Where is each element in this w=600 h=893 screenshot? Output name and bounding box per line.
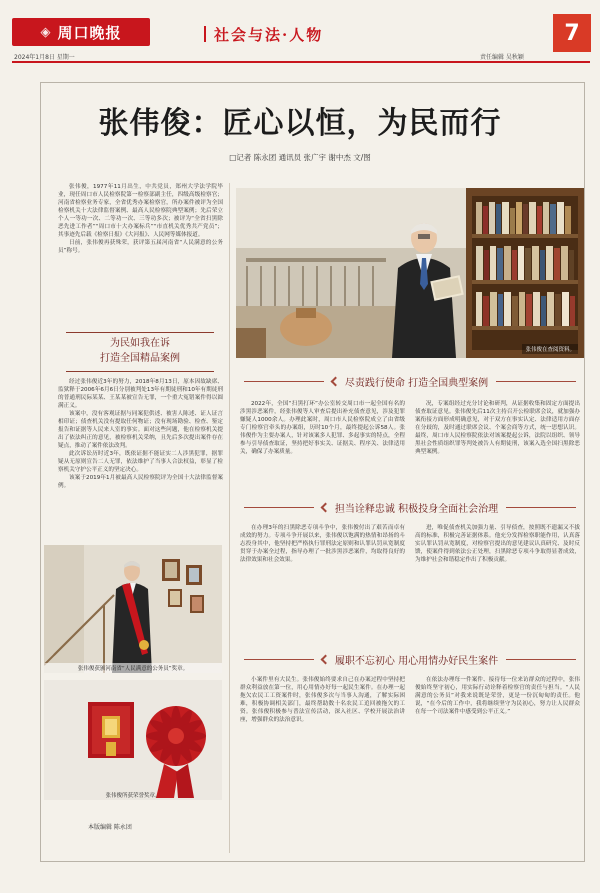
- left-subhead-line-2: 打造全国精品案例: [100, 353, 180, 364]
- medal-photo: [44, 680, 222, 800]
- section-2-col-2: 进，唯促侦查机关加强力量、引导侦查，按照既不遗漏又不拔高的标准，积极完善证据体系。他充分发挥检察职能作用，认真落实认罪认罚从宽制度，对检察官提出的意见建议认真研究、及时反馈，使案件得到依法公正处理，扫黑除恶专项斗争取得显著成效，为维护社会和谐稳定作出了积极贡献。: [415, 525, 580, 563]
- left-paragraph: 该案于2019年1月被最高人民检察院评为全国十大法律监督案例。: [58, 475, 223, 489]
- left-paragraph: 此次诉讼历时近3年，既依证据不能证实二人涉黑犯罪，据罪疑从无原则宣告二人无罪，依法维护了当事人合法权益，彰显了检察机关守护公平正义的坚定决心。: [58, 451, 223, 473]
- section-1-body: [240, 400, 580, 456]
- masthead: [0, 0, 600, 62]
- section-marker-icon: [330, 376, 340, 386]
- newspaper-logo: [12, 18, 150, 46]
- library-photo-caption: 张伟俊在查阅资料。: [522, 344, 578, 354]
- section-heading-1-text: 尽责践行使命 打造全国典型案例: [344, 377, 489, 389]
- library-illustration: [236, 188, 584, 358]
- section-3-col-1: 小案件里有大民生。张伟俊始终要求自己在办案过程中坚持把群众利益放在第一位，用心用情办好每一起民生案件。在办理一起拖欠农民工工资案件时，张伟俊多次与当事人沟通，了解实际困难，积极协调相关部门，最终帮助数十名农民工追回被拖欠的工资。张伟俊积极参与普法宣传活动，深入社区、学校开展法治讲座，增强群众的法治意识。: [240, 677, 405, 723]
- section-heading-3-text: 履职不忘初心 用心用情办好民生案件: [334, 655, 499, 667]
- section-marker-icon: [320, 502, 330, 512]
- page-number-badge: 7: [553, 14, 591, 52]
- logo-text: 周口晚报: [57, 23, 122, 42]
- section-3-body: [240, 676, 580, 724]
- responsible-editor: 责任编辑 吴秋颖: [480, 54, 524, 61]
- library-photo: [236, 188, 584, 358]
- profile-text: 张伟俊，1977年11月出生，中共党员，郑州大学法学院毕业，现任周口市人民检察院第一检察部副主任，四级高级检察官；河南省检察业务专家，全省优秀办案检察官，所办案件被评为全国检察机关十大法律监督案例、最高人民检察院典型案例；先后荣立个人一等功一次、二等功一次、三等功多次；被评为“全省扫黑除恶先进工作者”“周口市十大办案标兵”“市直机关优秀共产党员”；其事迹先后载《检察日报》《大河报》、人民网等媒体报道。: [58, 184, 223, 238]
- issue-date: 2024年1月8日 星期一: [14, 54, 75, 61]
- section-heading-3: [236, 650, 584, 668]
- profile-box: [58, 183, 223, 255]
- profile-text-2: 日前，张伟俊再获殊荣，获评第五届河南省“人民满意的公务员”称号。: [58, 240, 223, 254]
- article-byline: □记者 陈永团 通讯员 张广宇 谢中杰 文/图: [229, 153, 371, 162]
- award-photo: [44, 545, 222, 673]
- section-heading-2-text: 担当诠释忠诚 积极投身全面社会治理: [334, 503, 499, 515]
- left-subhead: [60, 336, 220, 366]
- article-headline: 张伟俊：匠心以恒，为民而行: [98, 106, 502, 141]
- left-body: [58, 378, 223, 490]
- section-2-body: [240, 524, 580, 564]
- masthead-divider: [12, 61, 590, 63]
- page-compiler: 本版编辑 陈永团: [88, 824, 132, 831]
- medal-illustration: [44, 680, 222, 800]
- left-paragraph: 经过张伟俊近3年的努力，2018年8月13日，原本因故缺席、监狱释于2006年6月6日分别被判处13年有期徒刑和10年有期徒刑的普通刑民际某某、王某某被宣告无罪，一个重大冤错案件得以圆满正义。: [58, 379, 223, 409]
- section-heading-2: [236, 498, 584, 516]
- award-illustration: [44, 545, 222, 673]
- column-divider: [229, 183, 230, 853]
- medal-photo-caption: 张伟俊所获荣誉奖章。: [105, 793, 161, 799]
- award-photo-caption: 张伟俊获颁河南省“人民满意的公务员”奖章。: [44, 663, 222, 673]
- section-heading-1: [236, 372, 584, 390]
- section-1-col-2: 况，专案组经过充分讨论和研判，从证据收集和固定方面提出侦查取证意见。张伟俊先后11次主持召开公检联席会议，就加强办案衔接方面形成明确意见，对于双方在事实认定、法律适用方面存在分歧的，及时通过联席会议、个案会商等方式，统一思想认识。最终，周口市人民检察院依法对该案提起公诉，法院以组织、领导黑社会性质组织罪等判处被告人有期徒刑，该案入选全国扫黑除恶典型案例。: [415, 401, 580, 455]
- left-paragraph: 该案中，没有客观证据与同案犯供述、被害人陈述、证人证言相印证；侦查机关没有提取任何物证；没有现场勘验、检查、鉴定报告和证据等人民来人室的事实。面对这些问题，他在检察机关提出了依法纠正的意见，被检察机关采纳，且先后多次提出案件存在疑点，推动了案件依法改判。: [58, 411, 223, 449]
- left-subhead-line-1: 为民如我在诉: [110, 338, 170, 349]
- section-3-col-2: 在依法办理每一件案件、接待每一位来访群众的过程中，张伟俊始终坚守初心，用实际行动诠释着检察官的责任与担当。“人民满意的公务员”对我来说既是荣誉，更是一份沉甸甸的责任。他说，“在今后的工作中，我将继续坚守为民初心，努力让人民群众在每一个司法案件中感受到公平正义。”: [415, 677, 580, 715]
- section-1-col-1: 2022年，全国“扫黑打环”办公室转交周口市一起全国有名的涉黑涉恶案件，经张伟俊等人审查后提出补充侦查意见，涉及犯罪嫌疑人1000余人。办理此案时，周口市人民检察院成立了由省级专门检察官牵头的办案组，历时10个月，最终提起公诉58人。张伟俊作为主要办案人，针对该案多人犯罪、多起事实的特点，全程参与引导侦查取证，坚持把好事实关、证据关、程序关、法律适用关，确保了办案质量。: [240, 401, 405, 455]
- section-marker-icon: [320, 654, 330, 664]
- section-title: 社会与法·人物: [214, 26, 324, 44]
- section-2-col-1: 在办理3年的扫黑除恶专项斗争中，张伟俊付出了艰苦而卓有成效的努力。专项斗争开展以来，张伟俊以饱满的热情和昂扬的斗志投身其中，他坚持把严格执行罪刑法定原则和认罪认罚从宽制度贯穿于办案全过程，指导办理了一批涉黑涉恶案件，均取得良好的法律效果和社会效果。: [240, 525, 405, 563]
- logo-seal-icon: ◈: [40, 24, 52, 40]
